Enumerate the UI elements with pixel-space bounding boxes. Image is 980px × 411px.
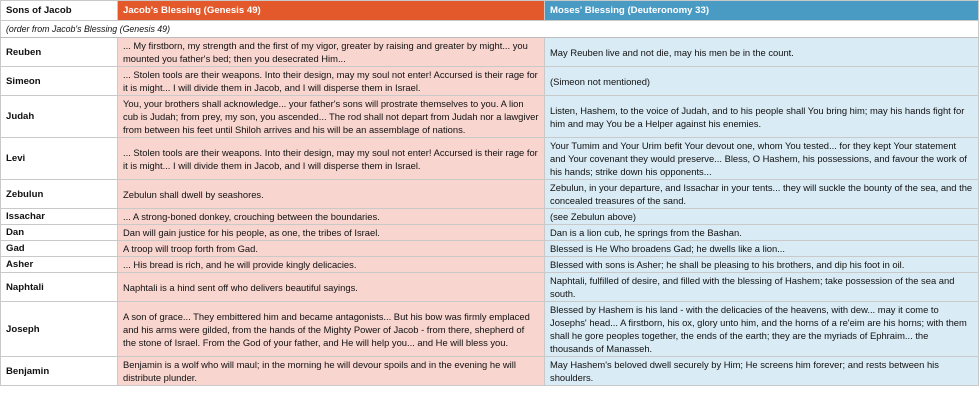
- jacob-blessing-text: ... Stolen tools are their weapons. Into their design, may my soul not enter! Accursed is their rage for it is might... I will divide them in Jacob, and I will disperse them in Israel.: [118, 138, 545, 180]
- moses-blessing-text: Dan is a lion cub, he springs from the Bashan.: [545, 225, 979, 241]
- table-row: [1, 67, 979, 96]
- moses-blessing-text: (see Zebulun above): [545, 209, 979, 225]
- table-row: [1, 225, 979, 241]
- table-row: [1, 273, 979, 302]
- table-row: [1, 138, 979, 180]
- header-jacob-blessing: Jacob's Blessing (Genesis 49): [118, 1, 545, 21]
- son-name: Asher: [1, 257, 118, 273]
- table-row: [1, 96, 979, 138]
- son-name: Judah: [1, 96, 118, 138]
- moses-blessing-text: May Hashem's beloved dwell securely by Him; He screens him forever; and rests between his shoulders.: [545, 357, 979, 386]
- table-row: [1, 257, 979, 273]
- table-row: [1, 302, 979, 357]
- son-name: Gad: [1, 241, 118, 257]
- jacob-blessing-text: ... His bread is rich, and he will provide kingly delicacies.: [118, 257, 545, 273]
- moses-blessing-text: Blessed with sons is Asher; he shall be pleasing to his brothers, and dip his foot in oil.: [545, 257, 979, 273]
- son-name: Levi: [1, 138, 118, 180]
- jacob-blessing-text: ... A strong-boned donkey, crouching between the boundaries.: [118, 209, 545, 225]
- table-row: [1, 38, 979, 67]
- moses-blessing-text: Blessed is He Who broadens Gad; he dwells like a lion...: [545, 241, 979, 257]
- jacob-blessing-text: Benjamin is a wolf who will maul; in the morning he will devour spoils and in the evening he will distribute plunder.: [118, 357, 545, 386]
- moses-blessing-text: Blessed by Hashem is his land - with the delicacies of the heavens, with dew... may it come to Josephs' head... A firstborn, his ox, glory unto him, and the horns of a re'eim are his horns; with them shall he gore peoples together, the ends of the earth; they are the myriads of Ephraim... the thousands of Manasseh.: [545, 302, 979, 357]
- son-name: Zebulun: [1, 180, 118, 209]
- table-row: [1, 357, 979, 386]
- moses-blessing-text: (Simeon not mentioned): [545, 67, 979, 96]
- moses-blessing-text: Your Tumim and Your Urim befit Your devout one, whom You tested... for they kept Your statement and Your covenant they would preserve... Bless, O Hashem, his possessions, and favour the work of his hands; strike down his opponents...: [545, 138, 979, 180]
- moses-blessing-text: Listen, Hashem, to the voice of Judah, and to his people shall You bring him; may his hands fight for him and may You be a Helper against his enemies.: [545, 96, 979, 138]
- moses-blessing-text: Zebulun, in your departure, and Issachar in your tents... they will suckle the bounty of the sea, and the concealed treasures of the sand.: [545, 180, 979, 209]
- son-name: Dan: [1, 225, 118, 241]
- order-note-row: [1, 21, 979, 38]
- jacob-blessing-text: Zebulun shall dwell by seashores.: [118, 180, 545, 209]
- jacob-blessing-text: Dan will gain justice for his people, as one, the tribes of Israel.: [118, 225, 545, 241]
- son-name: Joseph: [1, 302, 118, 357]
- moses-blessing-text: Naphtali, fulfilled of desire, and filled with the blessing of Hashem; take possession of the sea and south.: [545, 273, 979, 302]
- moses-blessing-text: May Reuben live and not die, may his men be in the count.: [545, 38, 979, 67]
- table-row: [1, 180, 979, 209]
- header-row: [1, 1, 979, 21]
- jacob-blessing-text: A troop will troop forth from Gad.: [118, 241, 545, 257]
- table-row: [1, 209, 979, 225]
- jacob-blessing-text: ... My firstborn, my strength and the first of my vigor, greater by raising and greater by might... you mounted you father's bed; then you desecrated Him...: [118, 38, 545, 67]
- jacob-blessing-text: ... Stolen tools are their weapons. Into their design, may my soul not enter! Accursed is their rage for it is might... I will divide them in Jacob, and I will disperse them in Israel.: [118, 67, 545, 96]
- son-name: Naphtali: [1, 273, 118, 302]
- order-note: (order from Jacob's Blessing (Genesis 49): [1, 21, 979, 38]
- son-name: Simeon: [1, 67, 118, 96]
- table-row: [1, 241, 979, 257]
- son-name: Benjamin: [1, 357, 118, 386]
- jacob-blessing-text: Naphtali is a hind sent off who delivers beautiful sayings.: [118, 273, 545, 302]
- son-name: Issachar: [1, 209, 118, 225]
- son-name: Reuben: [1, 38, 118, 67]
- jacob-blessing-text: You, your brothers shall acknowledge... your father's sons will prostrate themselves to you. A lion cub is Judah; from prey, my son, you ascended... The rod shall not depart from Judah nor a lawgiver from between his feet until Shiloh arrives and his will be an assemblage of nations.: [118, 96, 545, 138]
- header-moses-blessing: Moses' Blessing (Deuteronomy 33): [545, 1, 979, 21]
- header-sons: Sons of Jacob: [1, 1, 118, 21]
- jacob-blessing-text: A son of grace... They embittered him and became antagonists... But his bow was firmly emplaced and his arms were gilded, from the hands of the Mighty Power of Jacob - from there, shepherd of the stone of Israel. From the God of your father, and He will help you... and He will bless you.: [118, 302, 545, 357]
